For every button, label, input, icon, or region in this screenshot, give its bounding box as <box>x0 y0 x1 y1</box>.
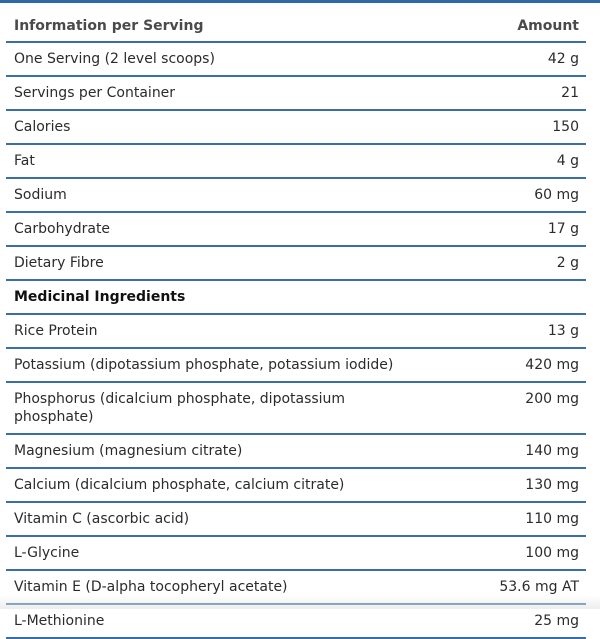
table-row <box>6 42 586 76</box>
table-row <box>6 468 586 502</box>
column-header-amount: Amount <box>476 8 586 42</box>
row-name: Calories <box>6 110 476 144</box>
table-row <box>6 76 586 110</box>
table-row <box>6 536 586 570</box>
nutrition-table <box>6 8 586 639</box>
ingredient-name: L-Glycine <box>6 536 476 570</box>
table-row <box>6 348 586 382</box>
row-amount: 21 <box>476 76 586 110</box>
section-title: Medicinal Ingredients <box>6 280 476 314</box>
table-row <box>6 144 586 178</box>
table-row <box>6 502 586 536</box>
row-name: One Serving (2 level scoops) <box>6 42 476 76</box>
row-amount: 2 g <box>476 246 586 280</box>
ingredient-amount: 53.6 mg AT <box>476 570 586 604</box>
ingredient-name: Potassium (dipotassium phosphate, potassium iodide) <box>6 348 476 382</box>
ingredient-name: Vitamin E (D-alpha tocopheryl acetate) <box>6 570 476 604</box>
ingredient-name: Calcium (dicalcium phosphate, calcium citrate) <box>6 468 476 502</box>
row-name: Dietary Fibre <box>6 246 476 280</box>
table-row <box>6 382 586 434</box>
table-row <box>6 110 586 144</box>
row-name: Fat <box>6 144 476 178</box>
ingredient-name: L-Methionine <box>6 604 476 638</box>
table-row <box>6 314 586 348</box>
row-name: Carbohydrate <box>6 212 476 246</box>
ingredient-amount: 100 mg <box>476 536 586 570</box>
section-amount-empty <box>476 280 586 314</box>
ingredient-amount: 420 mg <box>476 348 586 382</box>
table-row <box>6 604 586 638</box>
ingredient-amount: 200 mg <box>476 382 586 434</box>
ingredient-name: Vitamin C (ascorbic acid) <box>6 502 476 536</box>
row-amount: 60 mg <box>476 178 586 212</box>
ingredient-name: Phosphorus (dicalcium phosphate, dipotassium phosphate) <box>6 382 476 434</box>
table-row <box>6 178 586 212</box>
ingredient-amount: 13 g <box>476 314 586 348</box>
table-row <box>6 212 586 246</box>
ingredient-name: Magnesium (magnesium citrate) <box>6 434 476 468</box>
row-amount: 42 g <box>476 42 586 76</box>
row-amount: 150 <box>476 110 586 144</box>
top-border <box>0 0 600 3</box>
ingredient-amount: 140 mg <box>476 434 586 468</box>
ingredient-name: Rice Protein <box>6 314 476 348</box>
table-row <box>6 434 586 468</box>
row-amount: 4 g <box>476 144 586 178</box>
table-header-row <box>6 8 586 42</box>
ingredient-amount: 130 mg <box>476 468 586 502</box>
row-name: Sodium <box>6 178 476 212</box>
row-name: Servings per Container <box>6 76 476 110</box>
bottom-fade <box>0 595 600 609</box>
column-header-information: Information per Serving <box>6 8 476 42</box>
ingredient-amount: 110 mg <box>476 502 586 536</box>
section-header-row <box>6 280 586 314</box>
row-amount: 17 g <box>476 212 586 246</box>
ingredient-amount: 25 mg <box>476 604 586 638</box>
table-row <box>6 246 586 280</box>
